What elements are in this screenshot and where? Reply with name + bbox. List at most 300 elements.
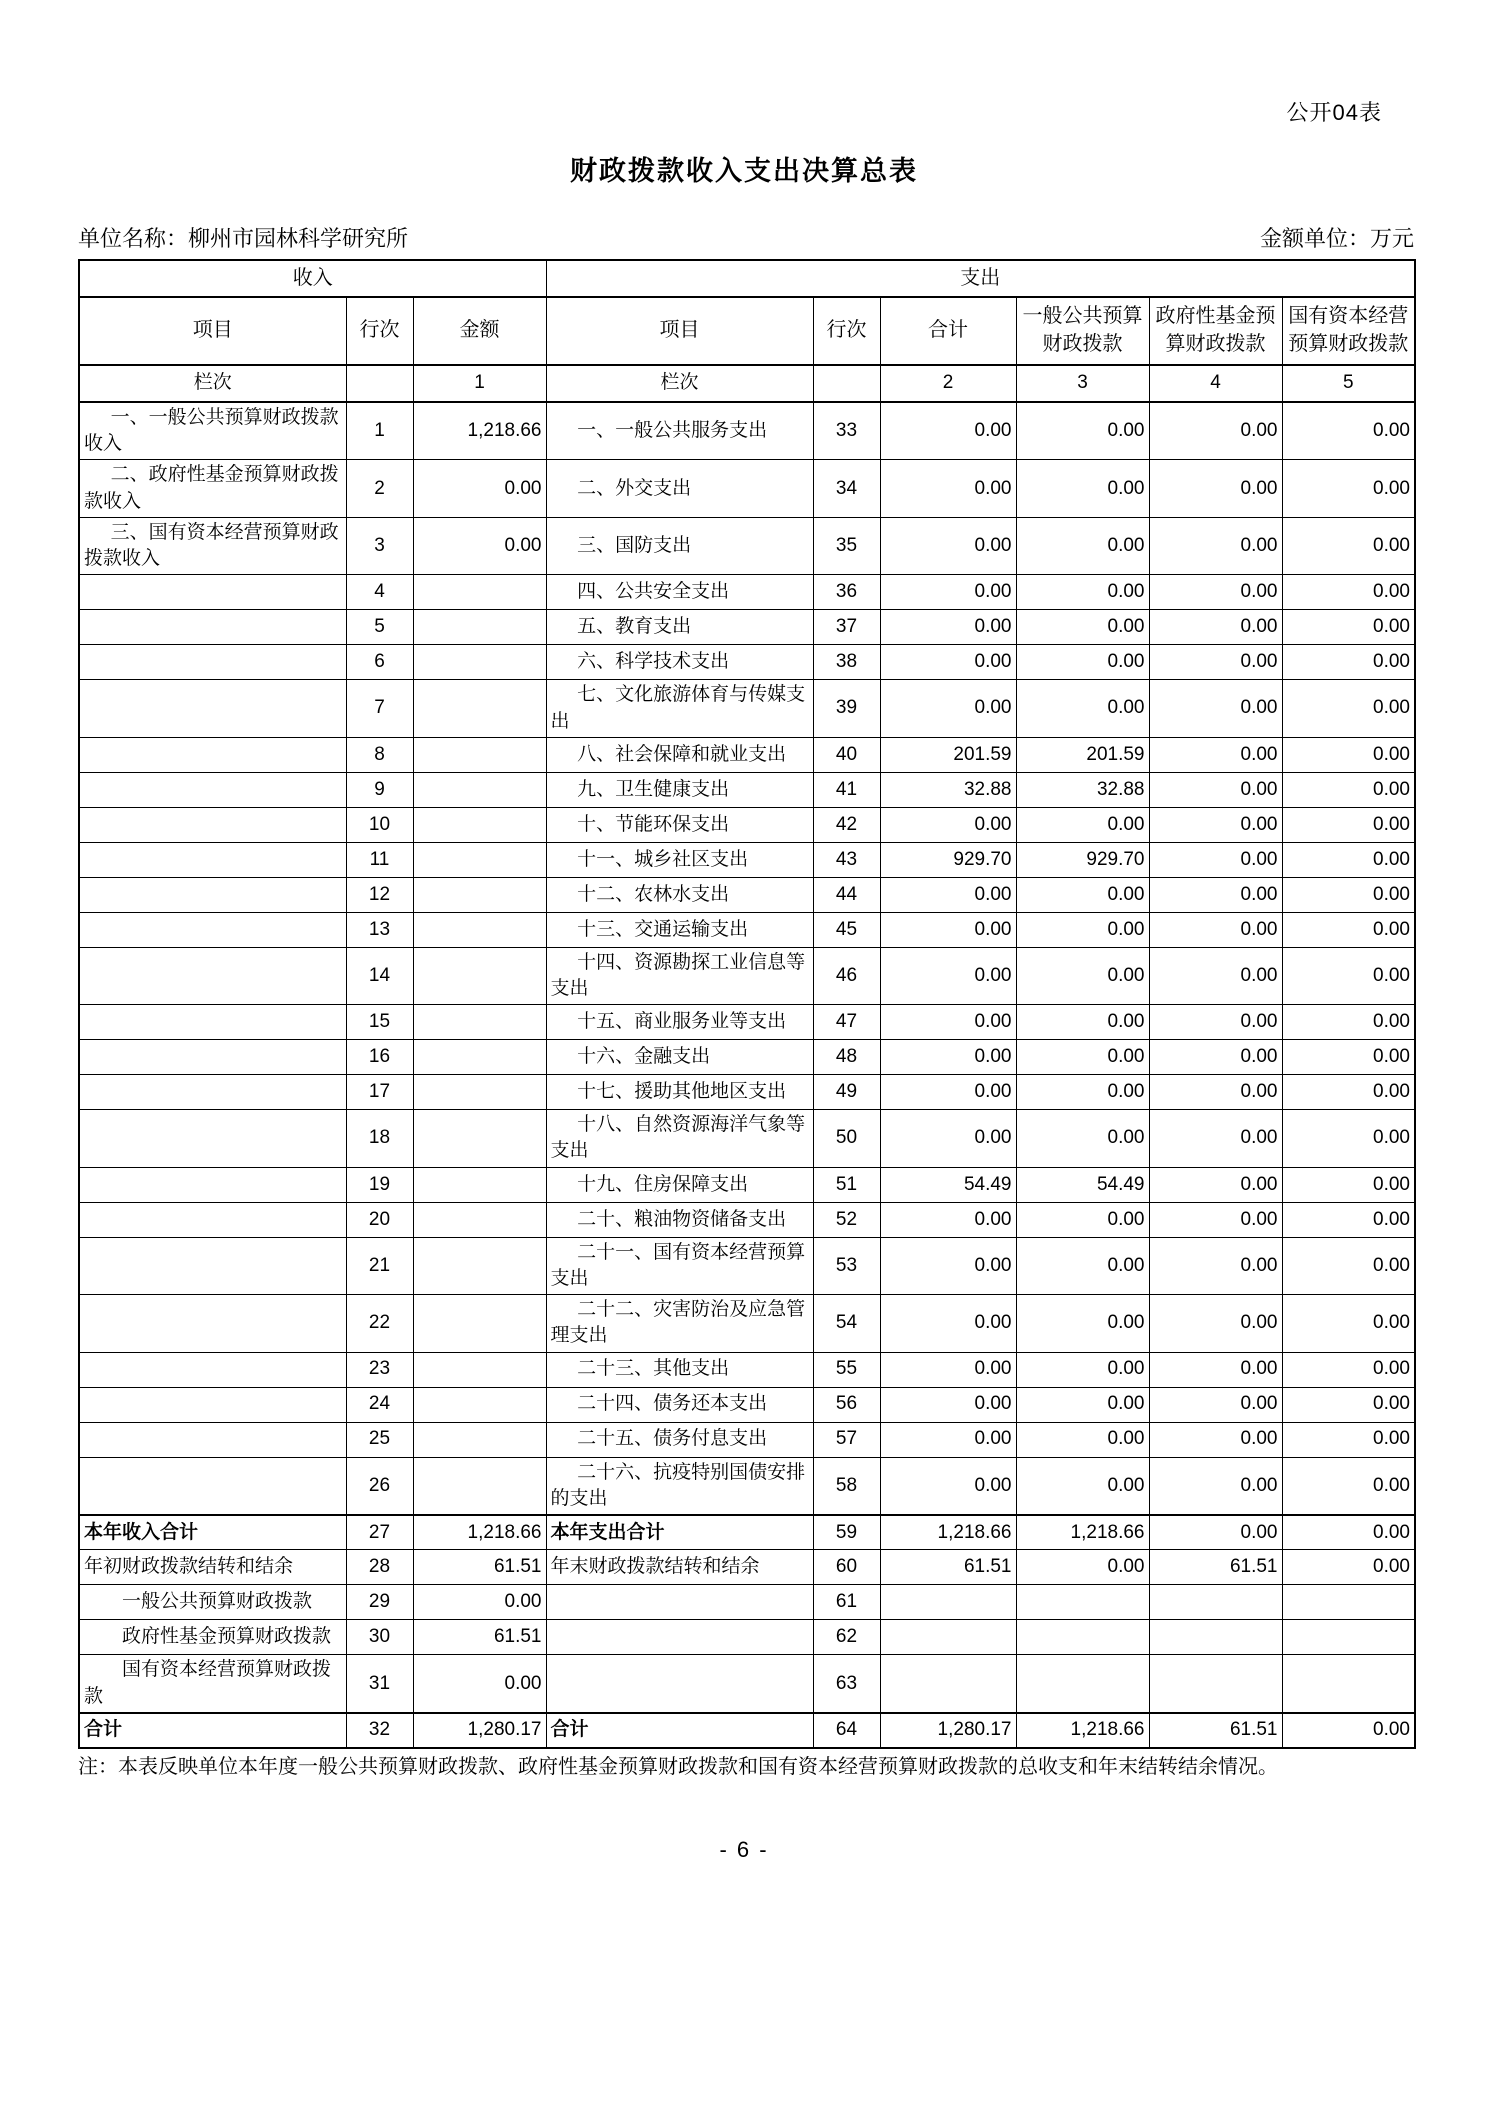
expense-line-cell: 63 [813, 1655, 880, 1713]
income-item-cell [79, 842, 346, 877]
expense-line-cell: 44 [813, 877, 880, 912]
state-capital-cell: 0.00 [1282, 1005, 1415, 1040]
general-budget-cell: 0.00 [1016, 877, 1149, 912]
expense-line-cell: 37 [813, 610, 880, 645]
general-budget-cell: 54.49 [1016, 1167, 1149, 1202]
header-general-budget: 一般公共预算财政拨款 [1016, 297, 1149, 365]
financial-table [78, 259, 1416, 1749]
gov-fund-cell: 0.00 [1149, 402, 1282, 460]
expense-total-cell: 32.88 [880, 772, 1016, 807]
group-header-expense: 支出 [546, 260, 1415, 297]
income-item-cell [79, 1422, 346, 1457]
income-amount-cell [413, 1457, 546, 1515]
lanci-state-capital: 5 [1282, 365, 1415, 402]
income-item-cell [79, 1237, 346, 1294]
state-capital-cell: 0.00 [1282, 912, 1415, 947]
general-budget-cell: 0.00 [1016, 575, 1149, 610]
lanci-expense-total: 2 [880, 365, 1016, 402]
table-row [79, 1422, 1415, 1457]
expense-total-cell: 0.00 [880, 402, 1016, 460]
expense-total-cell: 0.00 [880, 877, 1016, 912]
gov-fund-cell: 0.00 [1149, 1237, 1282, 1294]
gov-fund-cell: 0.00 [1149, 1202, 1282, 1237]
state-capital-cell: 0.00 [1282, 1550, 1415, 1585]
income-line-cell: 8 [346, 737, 413, 772]
table-row [79, 402, 1415, 460]
state-capital-cell [1282, 1620, 1415, 1655]
expense-total-cell: 0.00 [880, 947, 1016, 1004]
income-line-cell: 21 [346, 1237, 413, 1294]
expense-line-cell: 35 [813, 517, 880, 574]
state-capital-cell: 0.00 [1282, 1237, 1415, 1294]
expense-line-cell: 46 [813, 947, 880, 1004]
expense-line-cell: 48 [813, 1040, 880, 1075]
income-item-cell [79, 877, 346, 912]
income-amount-cell [413, 645, 546, 680]
gov-fund-cell: 0.00 [1149, 947, 1282, 1004]
expense-line-cell: 36 [813, 575, 880, 610]
income-line-cell: 14 [346, 947, 413, 1004]
income-line-cell: 3 [346, 517, 413, 574]
table-row [79, 680, 1415, 737]
state-capital-cell: 0.00 [1282, 737, 1415, 772]
income-amount-cell [413, 1167, 546, 1202]
expense-total-cell: 0.00 [880, 1202, 1016, 1237]
state-capital-cell: 0.00 [1282, 680, 1415, 737]
table-row [79, 1237, 1415, 1294]
income-item-cell: 二、政府性基金预算财政拨款收入 [79, 460, 346, 517]
expense-item-cell: 一、一般公共服务支出 [546, 402, 813, 460]
income-item-cell [79, 1457, 346, 1515]
income-line-cell: 1 [346, 402, 413, 460]
income-line-cell: 23 [346, 1352, 413, 1387]
income-line-cell: 20 [346, 1202, 413, 1237]
header-income-amount: 金额 [413, 297, 546, 365]
income-item-cell: 合计 [79, 1713, 346, 1748]
income-item-cell [79, 1295, 346, 1352]
income-amount-cell [413, 1040, 546, 1075]
income-item-cell: 政府性基金预算财政拨款 [79, 1620, 346, 1655]
income-amount-cell [413, 737, 546, 772]
expense-line-cell: 50 [813, 1110, 880, 1167]
expense-item-cell: 七、文化旅游体育与传媒支出 [546, 680, 813, 737]
expense-item-cell: 二十一、国有资本经营预算支出 [546, 1237, 813, 1294]
income-item-cell: 一、一般公共预算财政拨款收入 [79, 402, 346, 460]
gov-fund-cell: 0.00 [1149, 1075, 1282, 1110]
table-row [79, 1202, 1415, 1237]
expense-item-cell: 十六、金融支出 [546, 1040, 813, 1075]
general-budget-cell: 0.00 [1016, 1387, 1149, 1422]
income-amount-cell [413, 1005, 546, 1040]
state-capital-cell: 0.00 [1282, 842, 1415, 877]
state-capital-cell: 0.00 [1282, 877, 1415, 912]
table-row [79, 1655, 1415, 1713]
expense-total-cell: 0.00 [880, 575, 1016, 610]
table-row [79, 842, 1415, 877]
state-capital-cell [1282, 1655, 1415, 1713]
expense-total-cell [880, 1655, 1016, 1713]
state-capital-cell: 0.00 [1282, 1110, 1415, 1167]
expense-item-cell [546, 1620, 813, 1655]
expense-item-cell: 十一、城乡社区支出 [546, 842, 813, 877]
income-amount-cell: 1,218.66 [413, 402, 546, 460]
gov-fund-cell: 0.00 [1149, 610, 1282, 645]
state-capital-cell: 0.00 [1282, 1040, 1415, 1075]
income-line-cell: 25 [346, 1422, 413, 1457]
expense-item-cell: 八、社会保障和就业支出 [546, 737, 813, 772]
expense-item-cell: 合计 [546, 1713, 813, 1748]
income-line-cell: 27 [346, 1515, 413, 1550]
general-budget-cell: 0.00 [1016, 1110, 1149, 1167]
income-line-cell: 10 [346, 807, 413, 842]
header-expense-item: 项目 [546, 297, 813, 365]
expense-total-cell: 54.49 [880, 1167, 1016, 1202]
expense-total-cell: 0.00 [880, 1110, 1016, 1167]
table-row [79, 460, 1415, 517]
expense-total-cell: 929.70 [880, 842, 1016, 877]
general-budget-cell [1016, 1655, 1149, 1713]
gov-fund-cell: 0.00 [1149, 1352, 1282, 1387]
lanci-income-amount: 1 [413, 365, 546, 402]
state-capital-cell: 0.00 [1282, 947, 1415, 1004]
expense-total-cell: 0.00 [880, 1075, 1016, 1110]
general-budget-cell: 0.00 [1016, 1550, 1149, 1585]
gov-fund-cell: 0.00 [1149, 1387, 1282, 1422]
expense-total-cell: 1,280.17 [880, 1713, 1016, 1748]
unit-name: 单位名称：柳州市园林科学研究所 [78, 226, 409, 251]
expense-total-cell: 0.00 [880, 1457, 1016, 1515]
general-budget-cell: 0.00 [1016, 1237, 1149, 1294]
expense-line-cell: 59 [813, 1515, 880, 1550]
general-budget-cell: 0.00 [1016, 1295, 1149, 1352]
lanci-row [79, 365, 1415, 402]
general-budget-cell: 0.00 [1016, 517, 1149, 574]
expense-total-cell: 0.00 [880, 1005, 1016, 1040]
expense-line-cell: 38 [813, 645, 880, 680]
table-row [79, 1167, 1415, 1202]
header-income-item: 项目 [79, 297, 346, 365]
gov-fund-cell: 0.00 [1149, 772, 1282, 807]
income-line-cell: 17 [346, 1075, 413, 1110]
expense-item-cell: 二十五、债务付息支出 [546, 1422, 813, 1457]
lanci-gov-fund: 4 [1149, 365, 1282, 402]
expense-line-cell: 53 [813, 1237, 880, 1294]
state-capital-cell: 0.00 [1282, 1457, 1415, 1515]
income-amount-cell: 0.00 [413, 517, 546, 574]
income-amount-cell [413, 1202, 546, 1237]
lanci-general-budget: 3 [1016, 365, 1149, 402]
general-budget-cell: 0.00 [1016, 460, 1149, 517]
gov-fund-cell [1149, 1585, 1282, 1620]
general-budget-cell: 0.00 [1016, 610, 1149, 645]
general-budget-cell: 929.70 [1016, 842, 1149, 877]
income-line-cell: 26 [346, 1457, 413, 1515]
general-budget-cell: 0.00 [1016, 402, 1149, 460]
expense-line-cell: 62 [813, 1620, 880, 1655]
expense-line-cell: 52 [813, 1202, 880, 1237]
table-row [79, 1550, 1415, 1585]
expense-line-cell: 41 [813, 772, 880, 807]
general-budget-cell: 0.00 [1016, 947, 1149, 1004]
state-capital-cell [1282, 1585, 1415, 1620]
expense-item-cell: 十三、交通运输支出 [546, 912, 813, 947]
income-item-cell [79, 575, 346, 610]
page-title: 财政拨款收入支出决算总表 [570, 156, 918, 186]
table-row [79, 1620, 1415, 1655]
expense-line-cell: 54 [813, 1295, 880, 1352]
expense-total-cell: 61.51 [880, 1550, 1016, 1585]
income-line-cell: 29 [346, 1585, 413, 1620]
income-item-cell [79, 1110, 346, 1167]
expense-line-cell: 34 [813, 460, 880, 517]
table-row [79, 877, 1415, 912]
income-item-cell: 国有资本经营预算财政拨款 [79, 1655, 346, 1713]
table-row [79, 610, 1415, 645]
general-budget-cell [1016, 1585, 1149, 1620]
income-amount-cell [413, 610, 546, 645]
gov-fund-cell: 0.00 [1149, 680, 1282, 737]
income-line-cell: 19 [346, 1167, 413, 1202]
general-budget-cell: 0.00 [1016, 1352, 1149, 1387]
income-item-cell: 本年收入合计 [79, 1515, 346, 1550]
expense-item-cell: 五、教育支出 [546, 610, 813, 645]
gov-fund-cell: 61.51 [1149, 1713, 1282, 1748]
expense-total-cell: 0.00 [880, 1422, 1016, 1457]
income-amount-cell [413, 912, 546, 947]
table-row [79, 575, 1415, 610]
expense-line-cell: 51 [813, 1167, 880, 1202]
income-amount-cell: 1,218.66 [413, 1515, 546, 1550]
gov-fund-cell: 0.00 [1149, 460, 1282, 517]
gov-fund-cell: 0.00 [1149, 1295, 1282, 1352]
expense-total-cell: 0.00 [880, 1295, 1016, 1352]
gov-fund-cell: 0.00 [1149, 807, 1282, 842]
income-amount-cell: 61.51 [413, 1620, 546, 1655]
table-row [79, 645, 1415, 680]
expense-line-cell: 56 [813, 1387, 880, 1422]
table-row [79, 947, 1415, 1004]
state-capital-cell: 0.00 [1282, 460, 1415, 517]
general-budget-cell: 0.00 [1016, 1202, 1149, 1237]
state-capital-cell: 0.00 [1282, 1713, 1415, 1748]
income-item-cell [79, 947, 346, 1004]
income-item-cell: 三、国有资本经营预算财政拨款收入 [79, 517, 346, 574]
expense-line-cell: 58 [813, 1457, 880, 1515]
gov-fund-cell: 0.00 [1149, 1005, 1282, 1040]
income-line-cell: 9 [346, 772, 413, 807]
income-line-cell: 15 [346, 1005, 413, 1040]
income-item-cell [79, 1202, 346, 1237]
gov-fund-cell: 0.00 [1149, 575, 1282, 610]
table-footnote: 注：本表反映单位本年度一般公共预算财政拨款、政府性基金预算财政拨款和国有资本经营预算财政拨款的总收支和年末结转结余情况。 [78, 1755, 1278, 1778]
expense-line-cell: 47 [813, 1005, 880, 1040]
general-budget-cell: 0.00 [1016, 1040, 1149, 1075]
header-expense-total: 合计 [880, 297, 1016, 365]
header-income-line: 行次 [346, 297, 413, 365]
income-item-cell [79, 1167, 346, 1202]
income-amount-cell: 61.51 [413, 1550, 546, 1585]
income-amount-cell [413, 807, 546, 842]
table-row [79, 1387, 1415, 1422]
gov-fund-cell: 61.51 [1149, 1550, 1282, 1585]
expense-total-cell: 0.00 [880, 517, 1016, 574]
expense-item-cell: 十、节能环保支出 [546, 807, 813, 842]
lanci-income-item: 栏次 [79, 365, 346, 402]
income-line-cell: 11 [346, 842, 413, 877]
expense-item-cell: 二十六、抗疫特别国债安排的支出 [546, 1457, 813, 1515]
gov-fund-cell: 0.00 [1149, 645, 1282, 680]
state-capital-cell: 0.00 [1282, 517, 1415, 574]
table-row [79, 1515, 1415, 1550]
income-line-cell: 31 [346, 1655, 413, 1713]
table-row [79, 1295, 1415, 1352]
expense-total-cell: 0.00 [880, 1352, 1016, 1387]
lanci-expense-item: 栏次 [546, 365, 813, 402]
table-row [79, 912, 1415, 947]
income-amount-cell [413, 1075, 546, 1110]
income-item-cell [79, 1040, 346, 1075]
table-row [79, 737, 1415, 772]
expense-line-cell: 33 [813, 402, 880, 460]
income-line-cell: 2 [346, 460, 413, 517]
table-row [79, 1457, 1415, 1515]
income-amount-cell [413, 947, 546, 1004]
gov-fund-cell [1149, 1655, 1282, 1713]
general-budget-cell: 0.00 [1016, 807, 1149, 842]
expense-total-cell: 0.00 [880, 680, 1016, 737]
expense-line-cell: 55 [813, 1352, 880, 1387]
expense-total-cell: 0.00 [880, 610, 1016, 645]
column-header-row [79, 297, 1415, 365]
income-item-cell [79, 807, 346, 842]
expense-item-cell: 三、国防支出 [546, 517, 813, 574]
income-item-cell [79, 645, 346, 680]
expense-item-cell: 二十四、债务还本支出 [546, 1387, 813, 1422]
lanci-expense-line [813, 365, 880, 402]
expense-total-cell: 0.00 [880, 460, 1016, 517]
expense-total-cell: 0.00 [880, 1387, 1016, 1422]
gov-fund-cell: 0.00 [1149, 1040, 1282, 1075]
income-amount-cell [413, 1422, 546, 1457]
state-capital-cell: 0.00 [1282, 807, 1415, 842]
expense-line-cell: 42 [813, 807, 880, 842]
income-amount-cell [413, 1352, 546, 1387]
table-row [79, 1075, 1415, 1110]
header-gov-fund: 政府性基金预算财政拨款 [1149, 297, 1282, 365]
gov-fund-cell: 0.00 [1149, 1422, 1282, 1457]
expense-item-cell: 二十、粮油物资储备支出 [546, 1202, 813, 1237]
general-budget-cell: 1,218.66 [1016, 1713, 1149, 1748]
amount-unit: 金额单位：万元 [1259, 226, 1414, 251]
income-amount-cell: 0.00 [413, 1655, 546, 1713]
gov-fund-cell: 0.00 [1149, 1457, 1282, 1515]
income-line-cell: 4 [346, 575, 413, 610]
corner-label: 公开04表 [1286, 100, 1382, 125]
expense-total-cell: 0.00 [880, 912, 1016, 947]
income-item-cell [79, 680, 346, 737]
expense-item-cell [546, 1585, 813, 1620]
expense-line-cell: 61 [813, 1585, 880, 1620]
table-row [79, 517, 1415, 574]
income-line-cell: 12 [346, 877, 413, 912]
income-amount-cell [413, 842, 546, 877]
expense-item-cell: 二十三、其他支出 [546, 1352, 813, 1387]
expense-line-cell: 40 [813, 737, 880, 772]
income-line-cell: 18 [346, 1110, 413, 1167]
table-row [79, 772, 1415, 807]
general-budget-cell: 0.00 [1016, 1075, 1149, 1110]
expense-item-cell: 十七、援助其他地区支出 [546, 1075, 813, 1110]
income-amount-cell [413, 1110, 546, 1167]
income-amount-cell [413, 772, 546, 807]
income-amount-cell [413, 1295, 546, 1352]
income-item-cell [79, 610, 346, 645]
income-amount-cell: 0.00 [413, 1585, 546, 1620]
expense-item-cell [546, 1655, 813, 1713]
expense-line-cell: 45 [813, 912, 880, 947]
state-capital-cell: 0.00 [1282, 1295, 1415, 1352]
expense-item-cell: 六、科学技术支出 [546, 645, 813, 680]
expense-line-cell: 64 [813, 1713, 880, 1748]
expense-item-cell: 十八、自然资源海洋气象等支出 [546, 1110, 813, 1167]
income-item-cell [79, 772, 346, 807]
expense-item-cell: 二、外交支出 [546, 460, 813, 517]
income-item-cell [79, 1387, 346, 1422]
expense-total-cell: 201.59 [880, 737, 1016, 772]
expense-total-cell: 1,218.66 [880, 1515, 1016, 1550]
header-state-capital: 国有资本经营预算财政拨款 [1282, 297, 1415, 365]
expense-line-cell: 43 [813, 842, 880, 877]
page-number: - 6 - [719, 1836, 769, 1862]
income-line-cell: 7 [346, 680, 413, 737]
gov-fund-cell: 0.00 [1149, 1515, 1282, 1550]
expense-item-cell: 年末财政拨款结转和结余 [546, 1550, 813, 1585]
income-line-cell: 28 [346, 1550, 413, 1585]
income-amount-cell [413, 575, 546, 610]
income-line-cell: 6 [346, 645, 413, 680]
income-amount-cell: 1,280.17 [413, 1713, 546, 1748]
expense-total-cell: 0.00 [880, 807, 1016, 842]
expense-line-cell: 57 [813, 1422, 880, 1457]
expense-total-cell: 0.00 [880, 1237, 1016, 1294]
table-row [79, 807, 1415, 842]
income-amount-cell [413, 1237, 546, 1294]
expense-item-cell: 四、公共安全支出 [546, 575, 813, 610]
income-line-cell: 24 [346, 1387, 413, 1422]
state-capital-cell: 0.00 [1282, 402, 1415, 460]
table-row [79, 1352, 1415, 1387]
expense-line-cell: 49 [813, 1075, 880, 1110]
income-item-cell [79, 737, 346, 772]
general-budget-cell: 201.59 [1016, 737, 1149, 772]
table-row [79, 1110, 1415, 1167]
header-expense-line: 行次 [813, 297, 880, 365]
income-item-cell: 年初财政拨款结转和结余 [79, 1550, 346, 1585]
income-line-cell: 22 [346, 1295, 413, 1352]
expense-line-cell: 39 [813, 680, 880, 737]
table-row [79, 1005, 1415, 1040]
gov-fund-cell: 0.00 [1149, 1110, 1282, 1167]
general-budget-cell: 0.00 [1016, 1457, 1149, 1515]
state-capital-cell: 0.00 [1282, 1075, 1415, 1110]
state-capital-cell: 0.00 [1282, 610, 1415, 645]
general-budget-cell: 32.88 [1016, 772, 1149, 807]
expense-line-cell: 60 [813, 1550, 880, 1585]
state-capital-cell: 0.00 [1282, 1167, 1415, 1202]
table-row [79, 1713, 1415, 1748]
state-capital-cell: 0.00 [1282, 575, 1415, 610]
unit-line [78, 222, 1414, 253]
